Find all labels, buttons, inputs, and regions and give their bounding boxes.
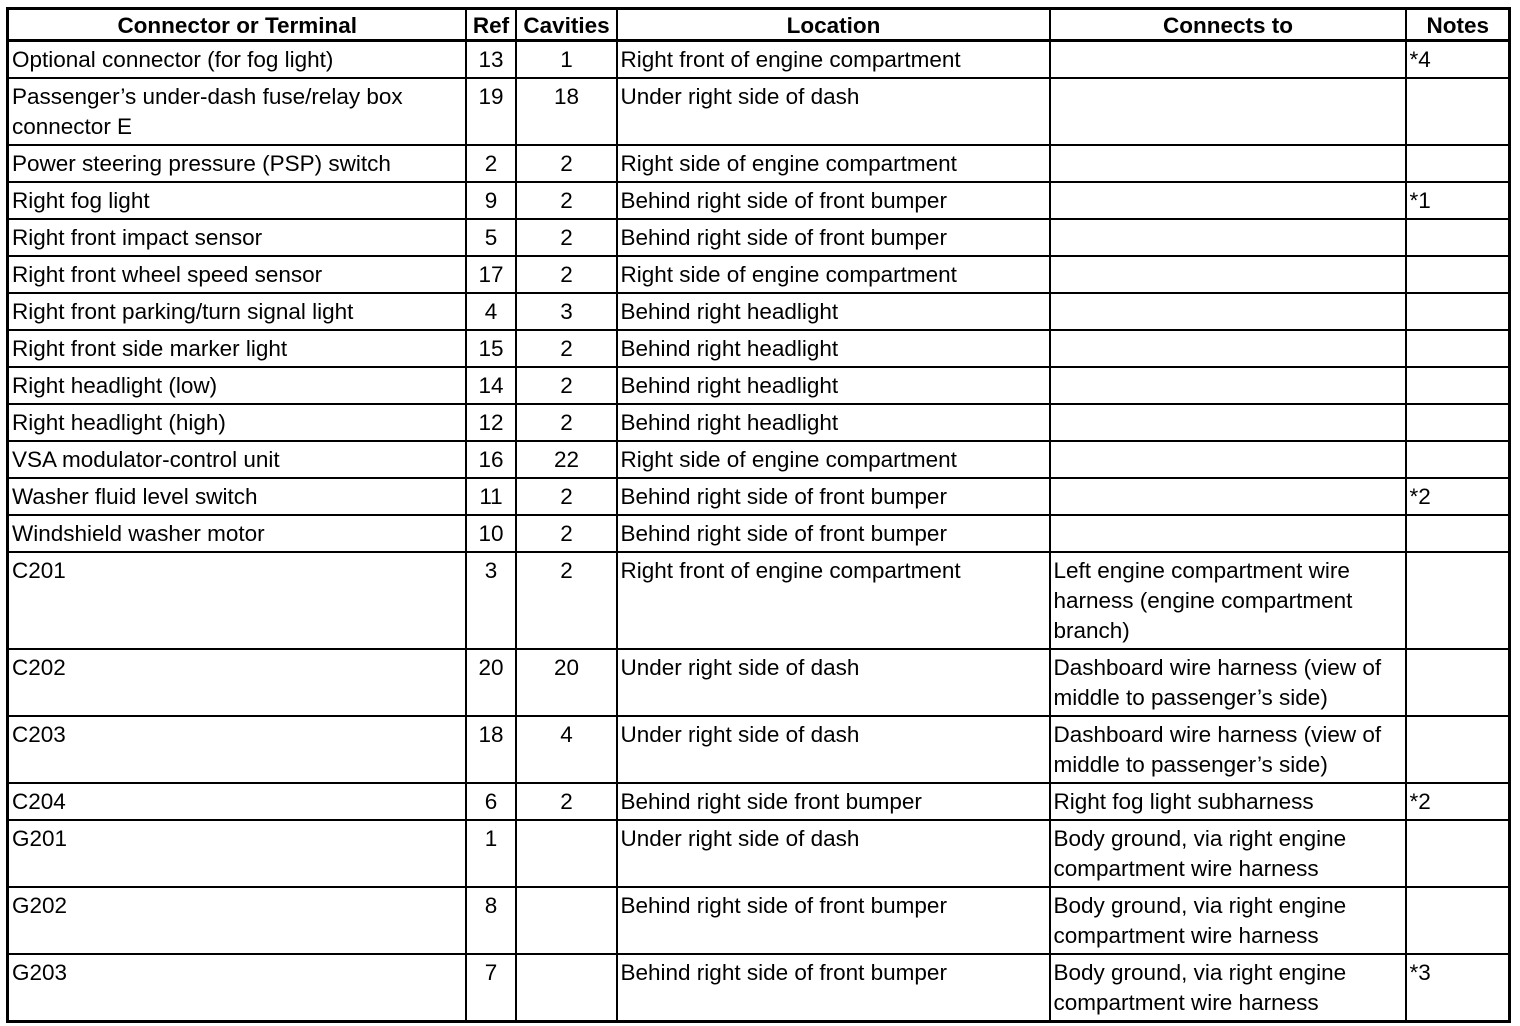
cell-connects-to: Body ground, via right engine compartment wire harness: [1050, 887, 1406, 954]
cell-connector: Optional connector (for fog light): [8, 41, 466, 79]
cell-location: Behind right side of front bumper: [617, 219, 1050, 256]
cell-location: Under right side of dash: [617, 649, 1050, 716]
cell-ref: 2: [466, 145, 516, 182]
cell-notes: [1406, 367, 1510, 404]
cell-cavities: 2: [516, 783, 617, 820]
cell-notes: [1406, 820, 1510, 887]
cell-ref: 11: [466, 478, 516, 515]
cell-cavities: [516, 887, 617, 954]
cell-connector: C202: [8, 649, 466, 716]
cell-cavities: 4: [516, 716, 617, 783]
cell-location: Behind right side of front bumper: [617, 515, 1050, 552]
table-row: [8, 649, 1510, 716]
cell-notes: [1406, 515, 1510, 552]
table-row: [8, 716, 1510, 783]
cell-cavities: 1: [516, 41, 617, 79]
table-row: [8, 78, 1510, 145]
cell-location: Right side of engine compartment: [617, 145, 1050, 182]
cell-cavities: 2: [516, 515, 617, 552]
cell-connects-to: [1050, 41, 1406, 79]
cell-ref: 9: [466, 182, 516, 219]
cell-ref: 7: [466, 954, 516, 1022]
cell-location: Behind right headlight: [617, 330, 1050, 367]
cell-connector: Right fog light: [8, 182, 466, 219]
cell-connects-to: [1050, 293, 1406, 330]
cell-notes: [1406, 145, 1510, 182]
cell-location: Right side of engine compartment: [617, 256, 1050, 293]
cell-connects-to: [1050, 330, 1406, 367]
cell-cavities: 2: [516, 367, 617, 404]
cell-location: Under right side of dash: [617, 820, 1050, 887]
header-row: [8, 9, 1510, 41]
table-row: [8, 441, 1510, 478]
table-row: [8, 293, 1510, 330]
cell-connects-to: [1050, 367, 1406, 404]
cell-location: Behind right side of front bumper: [617, 478, 1050, 515]
cell-notes: [1406, 256, 1510, 293]
cell-cavities: 2: [516, 219, 617, 256]
cell-cavities: 2: [516, 404, 617, 441]
cell-connects-to: Dashboard wire harness (view of middle to passenger’s side): [1050, 649, 1406, 716]
table-row: [8, 820, 1510, 887]
cell-location: Behind right headlight: [617, 404, 1050, 441]
cell-notes: [1406, 716, 1510, 783]
cell-ref: 10: [466, 515, 516, 552]
cell-connector: C201: [8, 552, 466, 649]
cell-connector: G203: [8, 954, 466, 1022]
cell-connector: C203: [8, 716, 466, 783]
cell-connects-to: [1050, 78, 1406, 145]
cell-location: Under right side of dash: [617, 716, 1050, 783]
cell-ref: 12: [466, 404, 516, 441]
cell-cavities: 2: [516, 552, 617, 649]
cell-location: Under right side of dash: [617, 78, 1050, 145]
cell-connects-to: Right fog light subharness: [1050, 783, 1406, 820]
table-row: [8, 887, 1510, 954]
cell-cavities: 18: [516, 78, 617, 145]
cell-connects-to: Dashboard wire harness (view of middle to passenger’s side): [1050, 716, 1406, 783]
cell-ref: 13: [466, 41, 516, 79]
cell-cavities: 3: [516, 293, 617, 330]
cell-location: Behind right headlight: [617, 367, 1050, 404]
cell-connects-to: [1050, 404, 1406, 441]
cell-connects-to: [1050, 441, 1406, 478]
cell-ref: 3: [466, 552, 516, 649]
cell-location: Right side of engine compartment: [617, 441, 1050, 478]
cell-connector: Right front impact sensor: [8, 219, 466, 256]
cell-notes: [1406, 330, 1510, 367]
cell-location: Right front of engine compartment: [617, 41, 1050, 79]
header-connects-to: Connects to: [1050, 9, 1406, 41]
header-ref: Ref: [466, 9, 516, 41]
cell-connector: Passenger’s under-dash fuse/relay box connector E: [8, 78, 466, 145]
table-row: [8, 41, 1510, 79]
cell-connects-to: [1050, 256, 1406, 293]
table-row: [8, 256, 1510, 293]
cell-location: Behind right side of front bumper: [617, 182, 1050, 219]
cell-ref: 18: [466, 716, 516, 783]
cell-connects-to: Left engine compartment wire harness (engine compartment branch): [1050, 552, 1406, 649]
cell-connector: Right front parking/turn signal light: [8, 293, 466, 330]
cell-location: Behind right headlight: [617, 293, 1050, 330]
cell-notes: [1406, 552, 1510, 649]
cell-connects-to: [1050, 182, 1406, 219]
cell-connects-to: [1050, 515, 1406, 552]
table-row: [8, 552, 1510, 649]
cell-connector: Right front side marker light: [8, 330, 466, 367]
cell-connector: Washer fluid level switch: [8, 478, 466, 515]
cell-connector: Power steering pressure (PSP) switch: [8, 145, 466, 182]
cell-connector: Right headlight (low): [8, 367, 466, 404]
table-row: [8, 367, 1510, 404]
cell-cavities: 2: [516, 330, 617, 367]
table-row: [8, 478, 1510, 515]
cell-connector: G202: [8, 887, 466, 954]
cell-notes: *4: [1406, 41, 1510, 79]
connector-table: [6, 7, 1511, 1023]
connector-table-document: [6, 7, 1508, 1023]
cell-connects-to: [1050, 219, 1406, 256]
cell-connector: Right front wheel speed sensor: [8, 256, 466, 293]
cell-ref: 15: [466, 330, 516, 367]
cell-notes: [1406, 649, 1510, 716]
table-row: [8, 145, 1510, 182]
cell-cavities: [516, 820, 617, 887]
header-cavities: Cavities: [516, 9, 617, 41]
cell-notes: [1406, 887, 1510, 954]
cell-connector: Windshield washer motor: [8, 515, 466, 552]
cell-notes: [1406, 219, 1510, 256]
cell-cavities: 2: [516, 145, 617, 182]
cell-location: Behind right side front bumper: [617, 783, 1050, 820]
header-location: Location: [617, 9, 1050, 41]
cell-connector: Right headlight (high): [8, 404, 466, 441]
cell-notes: [1406, 78, 1510, 145]
cell-notes: [1406, 441, 1510, 478]
cell-notes: *2: [1406, 783, 1510, 820]
cell-ref: 6: [466, 783, 516, 820]
header-connector: Connector or Terminal: [8, 9, 466, 41]
cell-ref: 19: [466, 78, 516, 145]
cell-connects-to: [1050, 478, 1406, 515]
cell-ref: 8: [466, 887, 516, 954]
cell-cavities: [516, 954, 617, 1022]
cell-notes: *2: [1406, 478, 1510, 515]
cell-location: Right front of engine compartment: [617, 552, 1050, 649]
cell-connector: G201: [8, 820, 466, 887]
cell-notes: *1: [1406, 182, 1510, 219]
cell-ref: 14: [466, 367, 516, 404]
table-row: [8, 954, 1510, 1022]
cell-ref: 1: [466, 820, 516, 887]
cell-cavities: 2: [516, 256, 617, 293]
cell-connector: VSA modulator-control unit: [8, 441, 466, 478]
cell-cavities: 20: [516, 649, 617, 716]
cell-connector: C204: [8, 783, 466, 820]
cell-ref: 20: [466, 649, 516, 716]
cell-cavities: 2: [516, 182, 617, 219]
table-row: [8, 515, 1510, 552]
cell-cavities: 22: [516, 441, 617, 478]
cell-notes: [1406, 293, 1510, 330]
cell-notes: [1406, 404, 1510, 441]
table-row: [8, 404, 1510, 441]
table-row: [8, 182, 1510, 219]
table-row: [8, 330, 1510, 367]
cell-ref: 17: [466, 256, 516, 293]
cell-ref: 4: [466, 293, 516, 330]
cell-connects-to: [1050, 145, 1406, 182]
cell-connects-to: Body ground, via right engine compartment wire harness: [1050, 820, 1406, 887]
table-row: [8, 783, 1510, 820]
header-notes: Notes: [1406, 9, 1510, 41]
cell-notes: *3: [1406, 954, 1510, 1022]
cell-location: Behind right side of front bumper: [617, 887, 1050, 954]
cell-ref: 5: [466, 219, 516, 256]
table-row: [8, 219, 1510, 256]
cell-connects-to: Body ground, via right engine compartment wire harness: [1050, 954, 1406, 1022]
cell-location: Behind right side of front bumper: [617, 954, 1050, 1022]
cell-ref: 16: [466, 441, 516, 478]
cell-cavities: 2: [516, 478, 617, 515]
